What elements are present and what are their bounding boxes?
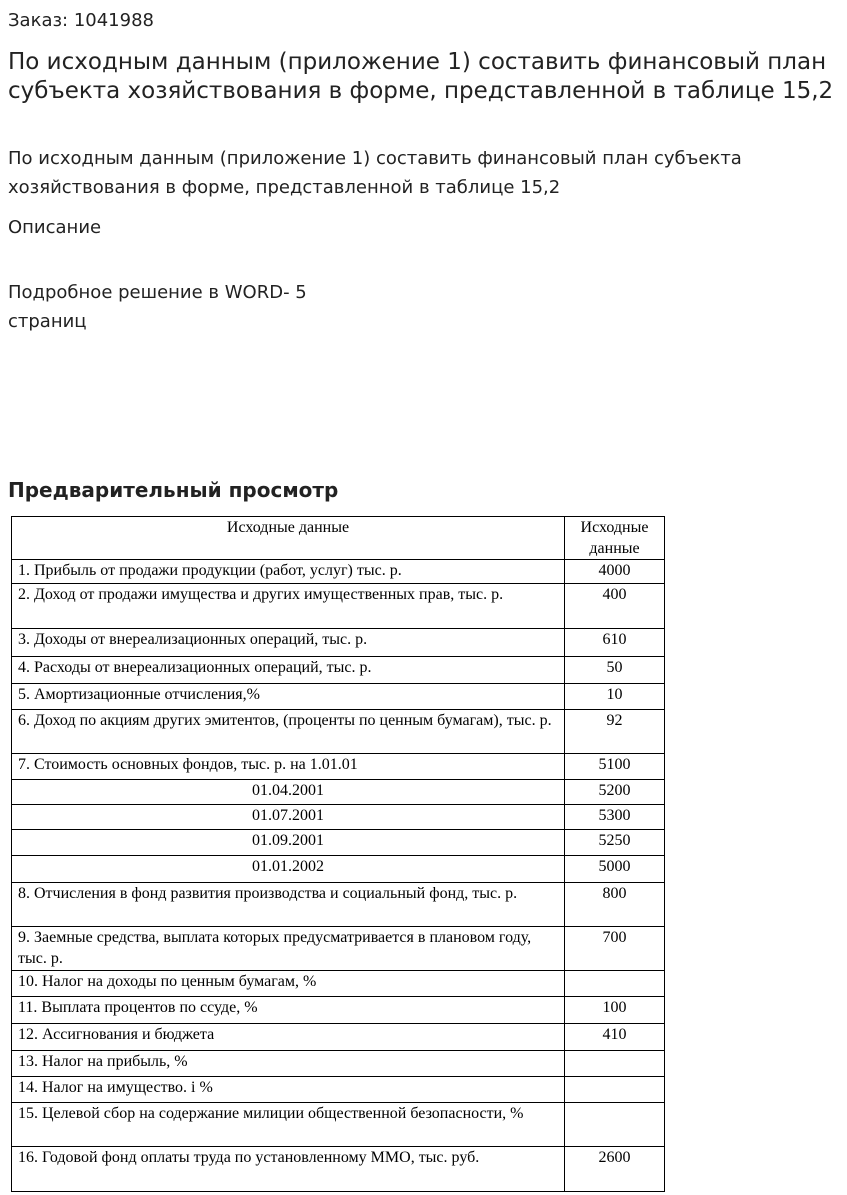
row-value: 800: [565, 883, 665, 927]
source-data-table: [11, 516, 665, 1192]
document-preview: [11, 516, 664, 1192]
page-title: По исходным данным (приложение 1) составить финансовый план субъекта хозяйствования в форме, представленной в таблице 15,2: [8, 49, 834, 104]
row-label: 4. Расходы от внереализационных операций, тыс. р.: [12, 657, 565, 684]
table-row: [12, 657, 665, 684]
row-value: [565, 1103, 665, 1147]
row-label: 13. Налог на прибыль, %: [12, 1051, 565, 1077]
table-row: [12, 560, 665, 584]
row-label: 15. Целевой сбор на содержание милиции общественной безопасности, %: [12, 1103, 565, 1147]
row-label: 14. Налог на имущество. i %: [12, 1077, 565, 1103]
row-label: 01.09.2001: [12, 830, 565, 856]
table-row: [12, 1051, 665, 1077]
row-label: 01.07.2001: [12, 805, 565, 830]
row-value: 50: [565, 657, 665, 684]
table-row: [12, 805, 665, 830]
table-row: [12, 710, 665, 754]
description-text: Подробное решение в WORD- 5 страниц: [8, 282, 307, 332]
row-label: 01.01.2002: [12, 856, 565, 883]
table-row: [12, 629, 665, 657]
row-value: 10: [565, 684, 665, 710]
row-label: 2. Доход от продажи имущества и других имущественных прав, тыс. р.: [12, 584, 565, 629]
row-label: 1. Прибыль от продажи продукции (работ, услуг) тыс. р.: [12, 560, 565, 584]
table-row: [12, 684, 665, 710]
row-value: 5300: [565, 805, 665, 830]
row-value: 5100: [565, 754, 665, 780]
row-label: 12. Ассигнования и бюджета: [12, 1024, 565, 1051]
row-value: 400: [565, 584, 665, 629]
table-row: [12, 997, 665, 1024]
row-label: 6. Доход по акциям других эмитентов, (проценты по ценным бумагам), тыс. р.: [12, 710, 565, 754]
table-row: [12, 856, 665, 883]
row-label: 01.04.2001: [12, 780, 565, 805]
row-value: 5250: [565, 830, 665, 856]
row-label: 5. Амортизационные отчисления,%: [12, 684, 565, 710]
table-header-row: [12, 517, 665, 560]
row-label: 3. Доходы от внереализационных операций, тыс. р.: [12, 629, 565, 657]
row-label: 9. Заемные средства, выплата которых предусматривается в плановом году, тыс. р.: [12, 927, 565, 971]
row-value: 100: [565, 997, 665, 1024]
row-value: 92: [565, 710, 665, 754]
table-row: [12, 1024, 665, 1051]
table-header-label: Исходные данные: [12, 517, 565, 560]
row-value: 610: [565, 629, 665, 657]
table-row: [12, 830, 665, 856]
order-number: Заказ: 1041988: [8, 10, 154, 31]
row-value: 410: [565, 1024, 665, 1051]
row-value: 5000: [565, 856, 665, 883]
row-value: 5200: [565, 780, 665, 805]
table-row: [12, 883, 665, 927]
task-summary: По исходным данным (приложение 1) составить финансовый план субъекта хозяйствования в форме, представленной в таблице 15,2: [8, 148, 742, 198]
table-row: [12, 1147, 665, 1192]
table-row: [12, 1103, 665, 1147]
row-value: 700: [565, 927, 665, 971]
table-header-value: Исходные данные: [565, 517, 665, 560]
row-label: 11. Выплата процентов по ссуде, %: [12, 997, 565, 1024]
row-value: [565, 971, 665, 997]
row-label: 8. Отчисления в фонд развития производства и социальный фонд, тыс. р.: [12, 883, 565, 927]
row-label: 7. Стоимость основных фондов, тыс. р. на 1.01.01: [12, 754, 565, 780]
table-row: [12, 584, 665, 629]
row-label: 10. Налог на доходы по ценным бумагам, %: [12, 971, 565, 997]
row-value: 4000: [565, 560, 665, 584]
row-label: 16. Годовой фонд оплаты труда по установленному ММО, тыс. руб.: [12, 1147, 565, 1192]
description-heading: Описание: [8, 217, 102, 238]
table-row: [12, 927, 665, 971]
table-row: [12, 971, 665, 997]
row-value: 2600: [565, 1147, 665, 1192]
row-value: [565, 1077, 665, 1103]
row-value: [565, 1051, 665, 1077]
table-row: [12, 1077, 665, 1103]
table-row: [12, 754, 665, 780]
table-row: [12, 780, 665, 805]
preview-heading: Предварительный просмотр: [8, 478, 339, 502]
